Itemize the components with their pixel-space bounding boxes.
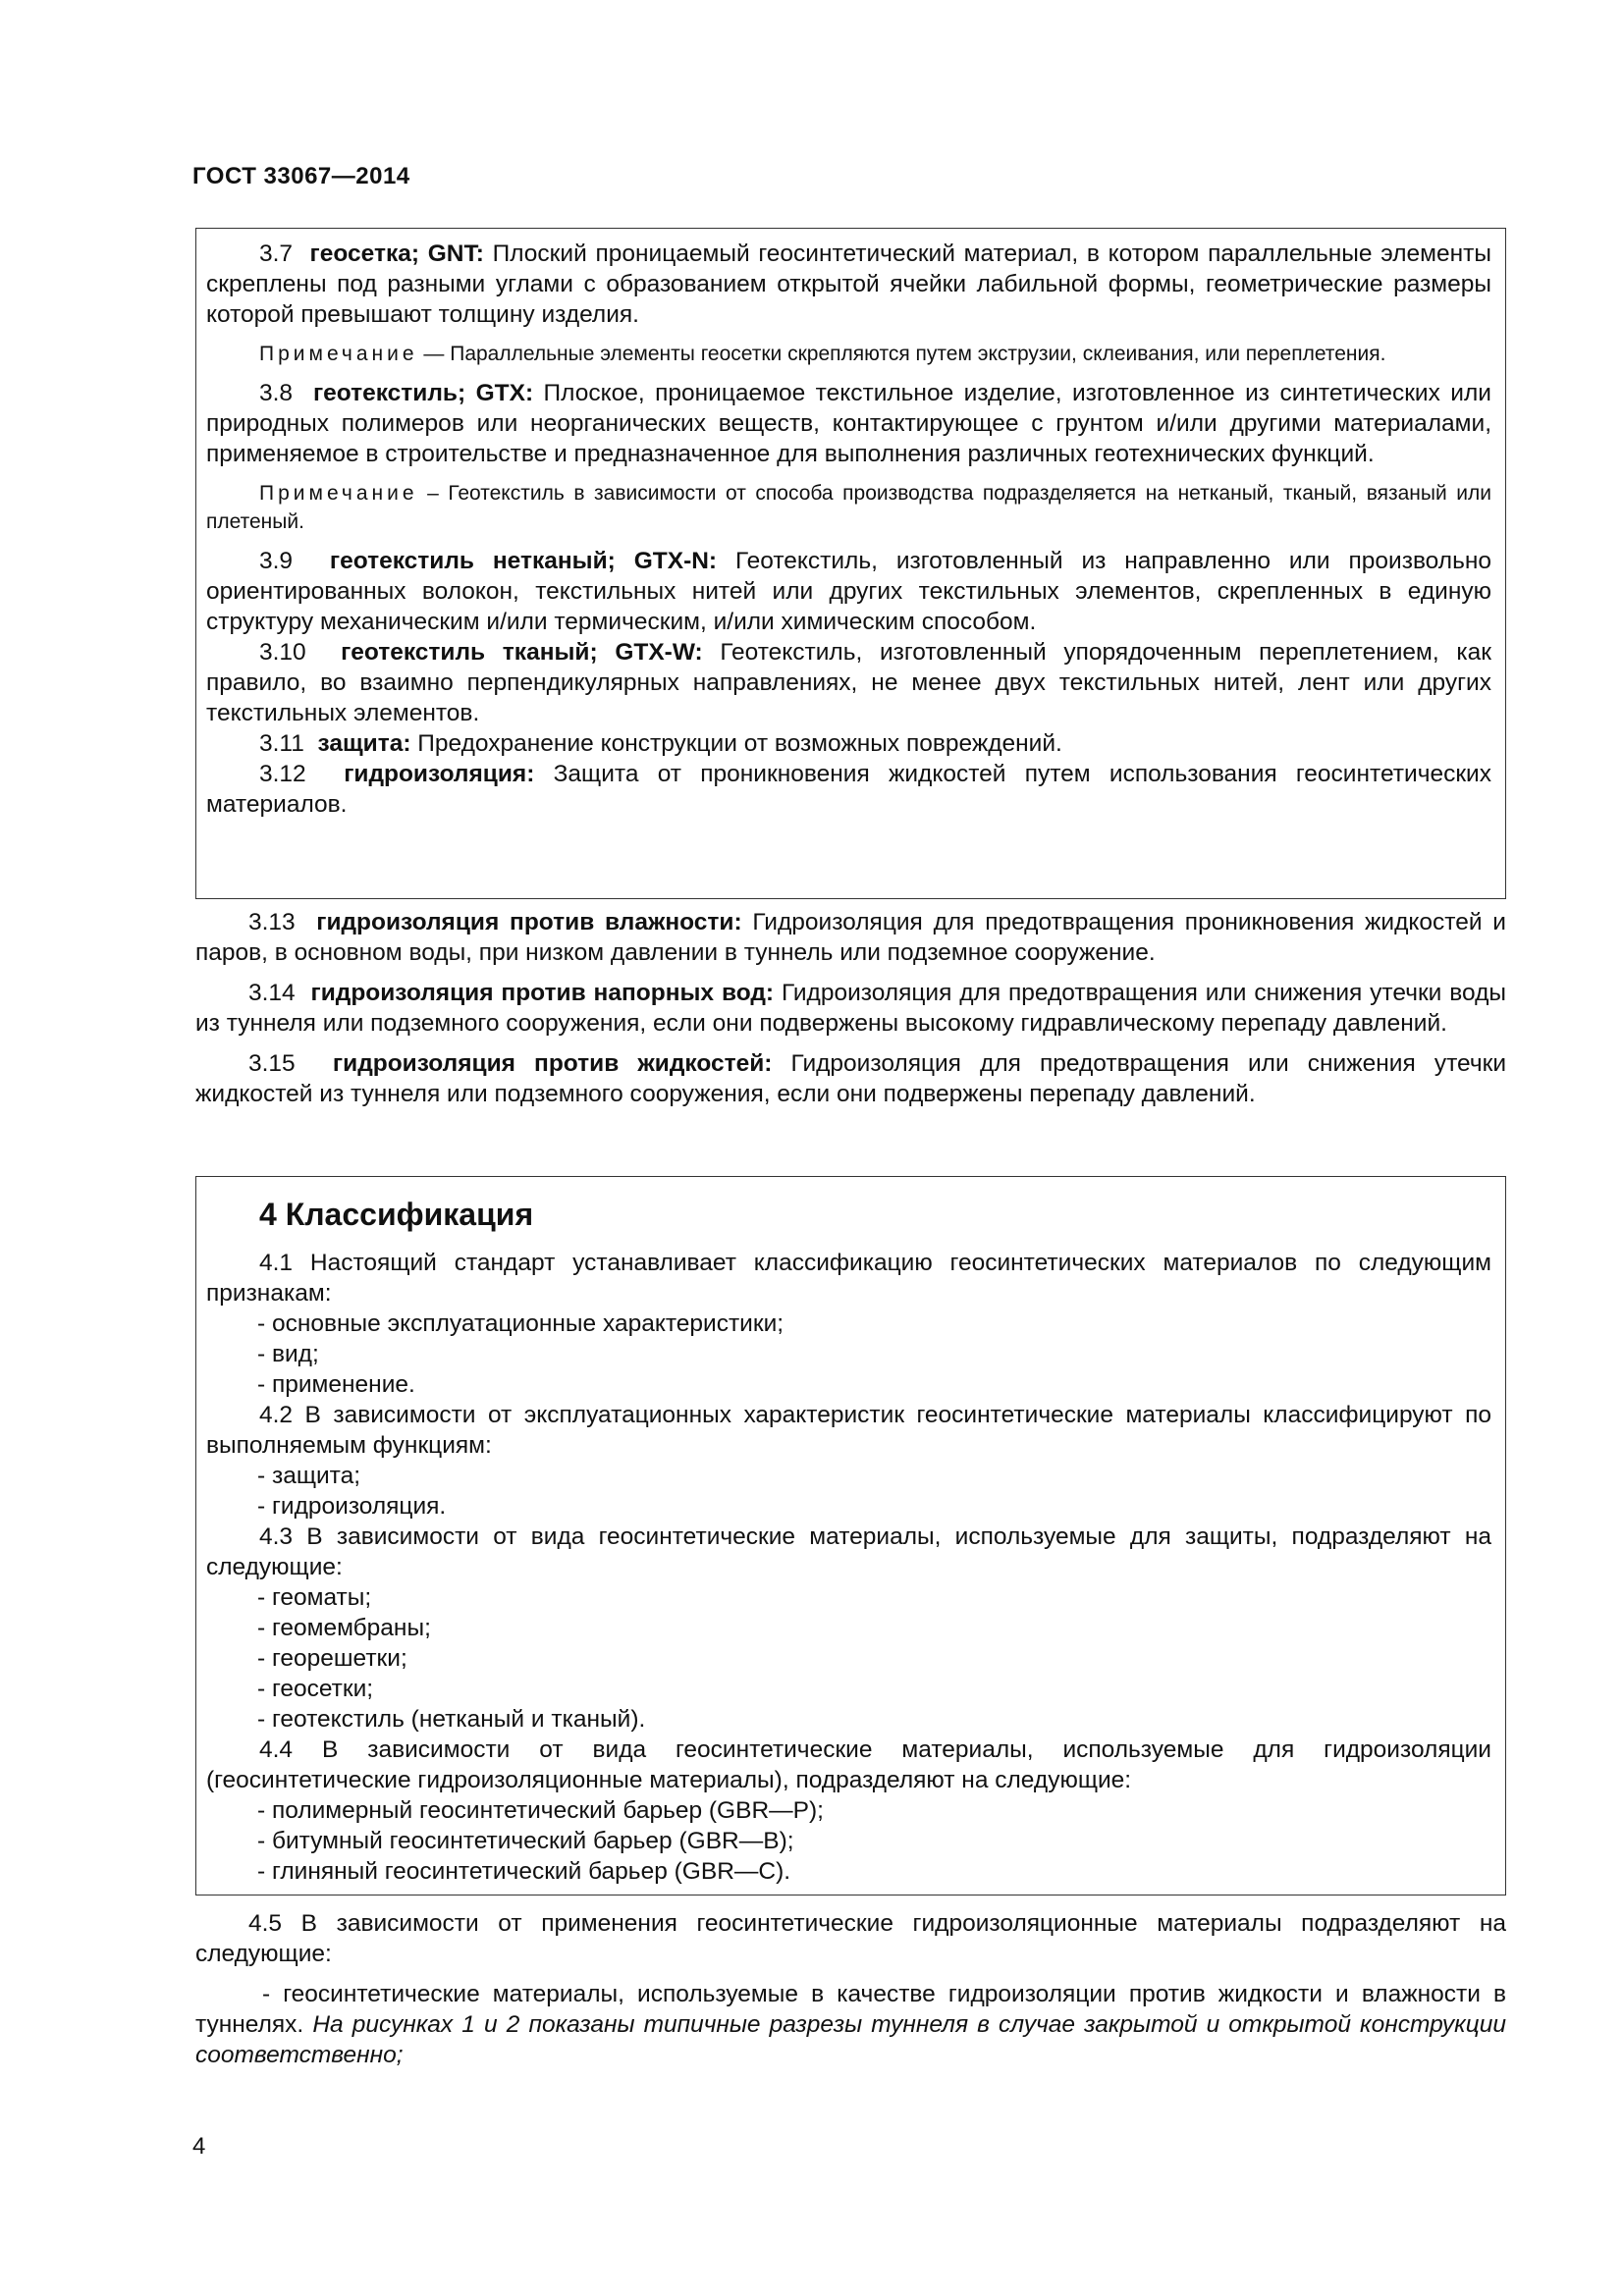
- paragraph-4-1: 4.1 Настоящий стандарт устанавливает классификацию геосинтетических материалов по следующим признакам:: [206, 1250, 1491, 1307]
- classification-box: [195, 1176, 1506, 1896]
- definition-3-13: 3.13 гидроизоляция против влажности: Гидроизоляция для предотвращения проникновения жидкостей и паров, в основном воды, при низком давлении в туннель или подземное сооружение.: [195, 909, 1506, 966]
- list-item: - глиняный геосинтетический барьер (GBR—C).: [257, 1858, 791, 1885]
- paragraph-4-5: 4.5 В зависимости от применения геосинтетические гидроизоляционные материалы подразделяют на следующие:: [195, 1910, 1506, 1967]
- section-heading: 4 Классификация: [259, 1197, 534, 1232]
- definition-3-9: 3.9 геотекстиль нетканый; GTX-N: Геотекстиль, изготовленный из направленно или произвольно ориентированных волокон, текстильных нитей или других текстильных элементов, скрепленных в единую структуру механическим и/или термическим, и/или химическим способом.: [206, 548, 1491, 635]
- list-item: - битумный геосинтетический барьер (GBR—B);: [257, 1828, 794, 1854]
- definition-3-12: 3.12 гидроизоляция: Защита от проникновения жидкостей путем использования геосинтетических материалов.: [206, 761, 1491, 818]
- list-item: - геосетки;: [257, 1676, 374, 1702]
- page-number: 4: [192, 2133, 206, 2160]
- definitions-box: [195, 228, 1506, 899]
- list-item: - гидроизоляция.: [257, 1493, 447, 1520]
- document-header: ГОСТ 33067—2014: [192, 163, 410, 189]
- list-item: - основные эксплуатационные характеристики;: [257, 1310, 784, 1337]
- definition-3-15: 3.15 гидроизоляция против жидкостей: Гидроизоляция для предотвращения или снижения утечки жидкостей из туннеля или подземного сооружения, если они подвержены перепаду давлений.: [195, 1050, 1507, 1107]
- list-item: - георешетки;: [257, 1645, 407, 1672]
- list-item: - геотекстиль (нетканый и тканый).: [257, 1706, 646, 1733]
- definition-3-10: 3.10 геотекстиль тканый; GTX-W: Геотекстиль, изготовленный упорядоченным переплетением, как правило, во взаимно перпендикулярных направлениях, не менее двух текстильных нитей, лент или других текстильных элементов.: [206, 639, 1491, 726]
- paragraph-4-4: 4.4 В зависимости от вида геосинтетические материалы, используемые для гидроизоляции (геосинтетические гидроизоляционные материалы), подразделяют на следующие:: [206, 1736, 1491, 1793]
- note-3-8: Примечание – Геотекстиль в зависимости от способа производства подразделяется на нетканый, тканый, вязаный или плетеный.: [206, 482, 1491, 533]
- list-item: - защита;: [257, 1463, 361, 1489]
- list-item: - вид;: [257, 1341, 319, 1367]
- list-item: - применение.: [257, 1371, 415, 1398]
- note-3-7: Примечание — Параллельные элементы геосетки скрепляются путем экструзии, склеивания, или переплетения.: [259, 343, 1386, 365]
- list-item: - геоматы;: [257, 1584, 372, 1611]
- list-item: - геомембраны;: [257, 1615, 431, 1641]
- paragraph-4-3: 4.3 В зависимости от вида геосинтетические материалы, используемые для защиты, подразделяют на следующие:: [206, 1523, 1491, 1580]
- definition-3-8: 3.8 геотекстиль; GTX: Плоское, проницаемое текстильное изделие, изготовленное из синтетических или природных полимеров или неорганических веществ, контактирующее с грунтом и/или другими материалами, применяемое в строительстве и предназначенное для выполнения различных геотехнических функций.: [206, 380, 1491, 467]
- definition-3-7: 3.7 геосетка; GNT: Плоский проницаемый геосинтетический материал, в котором параллельные элементы скреплены под разными углами с образованием открытой ячейки лабильной формы, геометрические размеры которой превышают толщину изделия.: [206, 240, 1491, 328]
- applications-outside: [195, 1908, 1506, 2070]
- definition-3-14: 3.14 гидроизоляция против напорных вод: Гидроизоляция для предотвращения или снижения утечки воды из туннеля или подземного сооружения, если они подвержены высокому гидравлическому перепаду давлений.: [195, 980, 1506, 1037]
- definitions-outside: [195, 907, 1506, 1109]
- paragraph-4-5-item: - геосинтетические материалы, используемые в качестве гидроизоляции против жидкости и влажности в туннелях. На рисунках 1 и 2 показаны типичные разрезы туннеля в случае закрытой и открытой конструкции соответственно;: [195, 1981, 1506, 2068]
- paragraph-4-2: 4.2 В зависимости от эксплуатационных характеристик геосинтетические материалы классифицируют по выполняемым функциям:: [206, 1402, 1491, 1459]
- list-item: - полимерный геосинтетический барьер (GBR—P);: [257, 1797, 824, 1824]
- definition-3-11: 3.11 защита: Предохранение конструкции от возможных повреждений.: [259, 730, 1062, 757]
